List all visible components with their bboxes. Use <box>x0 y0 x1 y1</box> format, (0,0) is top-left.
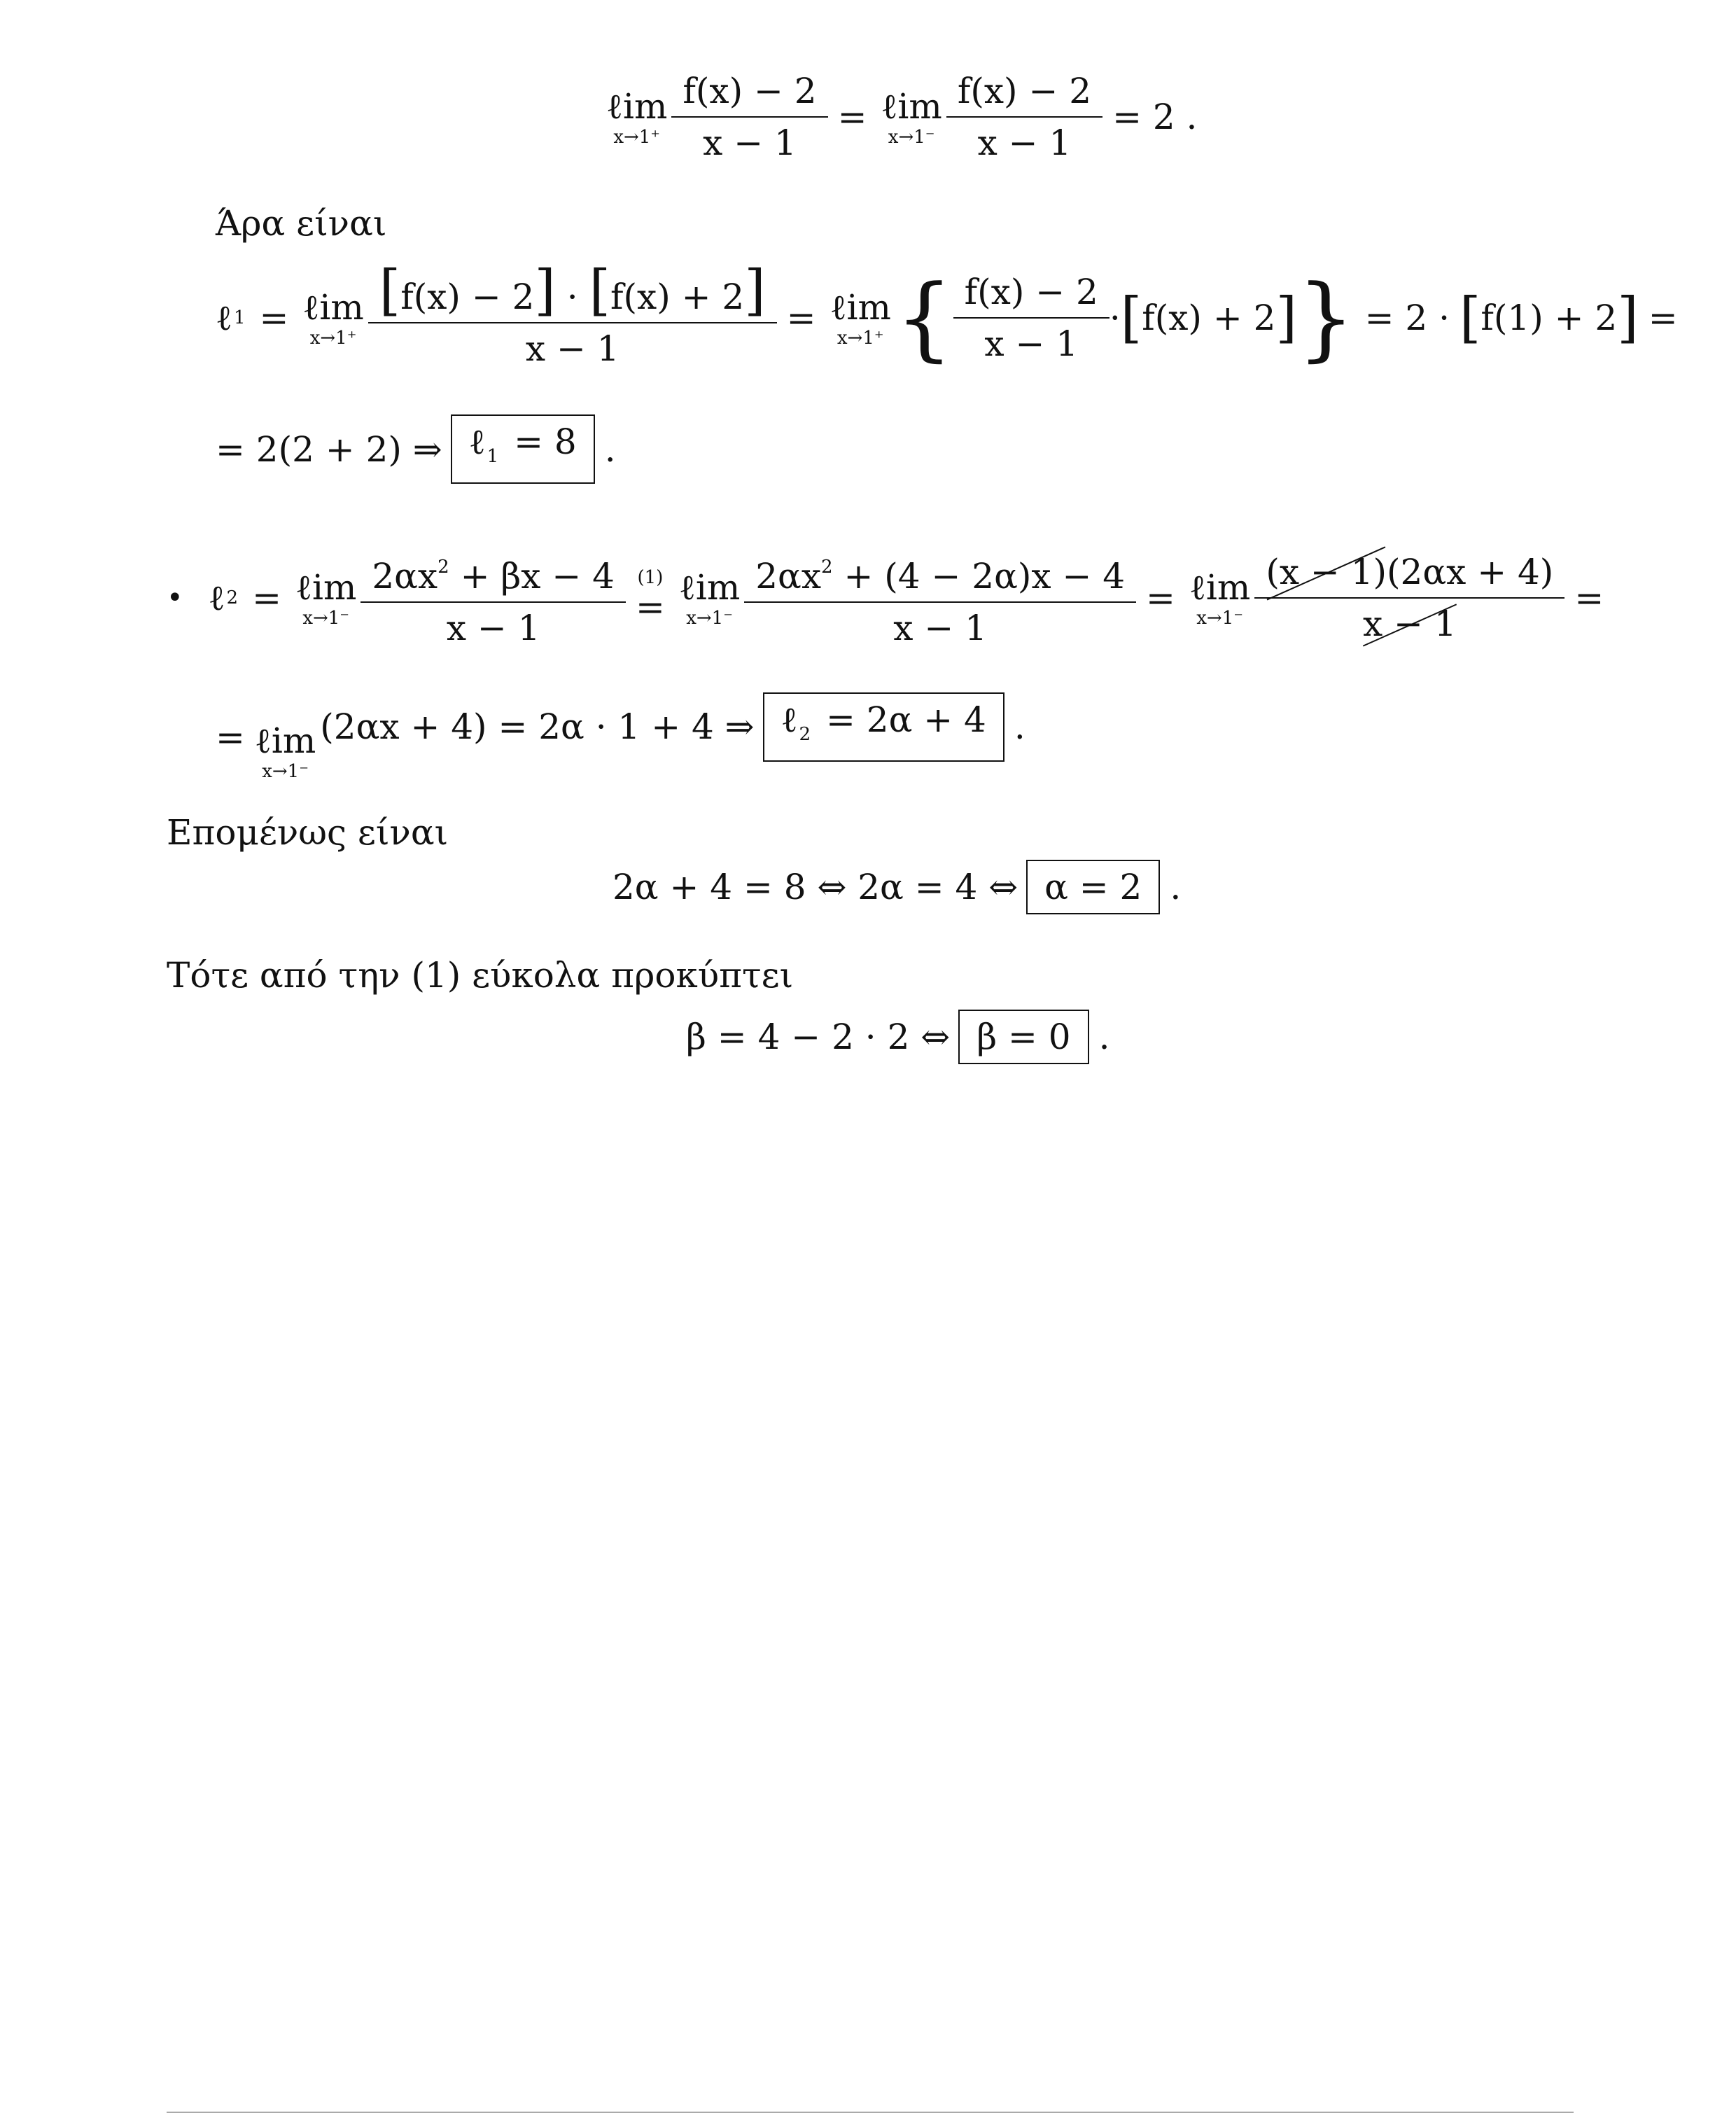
fraction: $\frac{f(x) - 2}{x - 1}$ <box>677 70 822 164</box>
cancelled-factor: x − 1 <box>1362 603 1457 644</box>
limit-operator: ℓim x→1⁺ <box>302 287 364 349</box>
fraction: $\frac{2\alpha x^2 + \beta x - 4}{x - 1}$ <box>366 546 620 649</box>
boxed-result: α = 2 <box>1026 860 1160 914</box>
equation-beta: β = 4 − 2 · 2 ⇔ β = 0 . <box>686 1010 1110 1064</box>
equation-reference: (1) <box>637 566 664 588</box>
fraction: $\frac{f(x) - 2}{x - 1}$ <box>959 271 1104 365</box>
limit-operator: ℓim x→1⁻ <box>295 566 357 629</box>
fraction: $\frac{2\alpha x^2 + (4 - 2\alpha)x - 4}{x - 1}$ <box>750 546 1130 649</box>
paragraph-ara: Άρα είναι <box>216 203 387 244</box>
equation-top: ℓim x→1⁺ $\frac{f(x) - 2}{x - 1}$ = ℓim x→1⁻ $\frac{f(x) - 2}{x - 1}$ = 2 . <box>606 71 1198 163</box>
boxed-result: ℓ$_1$ = 8 <box>451 414 595 484</box>
equation-l1: ℓ 1 = ℓim x→1⁺ $\frac{[f(x) - 2] \cdot [f(x) + 2]}{x - 1}$ = ℓim x→1⁺ { $\frac{f(x) - 2}{x - 1}$ · [ f(x) + 2 ] } = 2 · [ f(1) + 2 ] = <box>216 259 1678 371</box>
limit-operator: ℓim x→1⁻ <box>254 720 316 782</box>
limit-operator: ℓim x→1⁻ <box>678 566 741 629</box>
fraction: $\frac{[f(x) - 2] \cdot [f(x) + 2]}{x - 1}$ <box>374 266 771 370</box>
limit-operator: ℓim x→1⁻ <box>881 86 942 148</box>
limit-operator: ℓim x→1⁺ <box>606 86 668 148</box>
paragraph-epomenos: Επομένως είναι <box>167 812 449 853</box>
cancelled-factor: (x − 1) <box>1266 551 1387 592</box>
fraction: $\frac{f(x) - 2}{x - 1}$ <box>952 70 1097 164</box>
bullet: • <box>167 581 183 614</box>
boxed-result: β = 0 <box>958 1010 1088 1064</box>
equation-l2: • ℓ 2 = ℓim x→1⁻ $\frac{2\alpha x^2 + \beta x - 4}{x - 1}$ (1) = ℓim x→1⁻ $\frac{2\alpha x^2 + (4 - 2\alpha)x - 4}{x - 1}$ = ℓim x→1⁻ $\frac{(x - 1)(2\alpha x + 4)}{x - 1}$ = <box>167 546 1614 649</box>
equation-l2-result: = ℓim x→1⁻ (2αx + 4) = 2α · 1 + 4 ⇒ ℓ$_2$ = 2α + 4 . <box>216 693 1026 781</box>
equation-l1-result: = 2(2 + 2) ⇒ ℓ$_1$ = 8 . <box>216 414 616 484</box>
equation-alpha: 2α + 4 = 8 ⇔ 2α = 4 ⇔ α = 2 . <box>612 860 1181 914</box>
paragraph-tote: Τότε από την (1) εύκολα προκύπτει <box>167 955 794 996</box>
fraction: $\frac{(x - 1)(2\alpha x + 4)}{x - 1}$ <box>1260 551 1559 645</box>
limit-operator: ℓim x→1⁻ <box>1189 566 1251 629</box>
boxed-result: ℓ$_2$ = 2α + 4 <box>763 692 1004 762</box>
limit-operator: ℓim x→1⁺ <box>830 287 891 349</box>
